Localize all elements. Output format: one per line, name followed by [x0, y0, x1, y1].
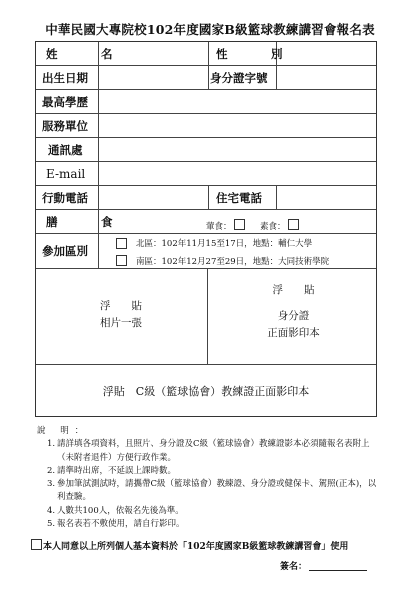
id-card-caption-copy: 正面影印本: [267, 327, 320, 339]
region-south-label: 南區：102年12月27至29日，地點：大同技術學院: [136, 257, 330, 267]
instruction-item: [37, 518, 382, 531]
name-label: 姓 名: [46, 47, 129, 61]
region-north-checkbox[interactable]: [116, 238, 127, 249]
mobile-label: 行動電話: [42, 191, 88, 205]
row-divider: [36, 364, 376, 365]
instruction-text: 人數共100人，依報名先後為準。: [57, 505, 184, 516]
photo-paste-caption: 相片一張: [100, 317, 142, 329]
instruction-number: 5.: [47, 519, 56, 530]
home-phone-label: 住宅電話: [216, 191, 262, 205]
education-label: 最高學歷: [42, 95, 88, 109]
form-title: 中華民國大專院校102年度國家B級籃球教練講習會報名表: [45, 22, 375, 37]
region-label: 參加區別: [42, 244, 88, 258]
instruction-item: [37, 505, 382, 518]
name-field[interactable]: [99, 42, 208, 65]
instruction-text: 參加筆試測試時，請攜帶C級（籃球協會）教練證、身分證或健保卡、駕照(正本)，以利查驗。: [57, 479, 377, 503]
instruction-number: 4.: [47, 505, 56, 516]
column-divider: [208, 185, 209, 209]
consent-checkbox[interactable]: [31, 539, 42, 550]
id-card-paste-area: [236, 282, 351, 342]
meal-meat-option: [206, 219, 245, 233]
instruction-number: 2.: [47, 465, 56, 476]
column-divider: [208, 42, 209, 89]
education-field[interactable]: [99, 90, 376, 113]
birth-date-field[interactable]: [99, 66, 208, 89]
email-field[interactable]: [99, 162, 376, 185]
birth-date-label: 出生日期: [42, 71, 88, 85]
instruction-item: [37, 465, 382, 478]
registration-form-table: [35, 41, 377, 417]
instruction-number: 3.: [47, 479, 56, 490]
instruction-item: [37, 438, 382, 465]
coach-license-paste-area: 浮貼 C級（籃球協會）教練證正面影印本: [102, 385, 310, 398]
row-divider: [36, 233, 376, 234]
address-field[interactable]: [99, 138, 376, 161]
employer-label: 服務單位: [42, 119, 88, 133]
id-card-caption: 身分證: [277, 310, 310, 322]
instructions-section: [37, 425, 382, 531]
signature-label: 簽名：: [280, 562, 308, 572]
meal-meat-label: 葷食：: [206, 222, 232, 232]
column-divider: [207, 268, 208, 364]
signature-line[interactable]: [309, 560, 367, 571]
consent-statement: [31, 539, 348, 552]
gender-field[interactable]: [277, 42, 376, 65]
photo-paste-text: 浮 貼: [100, 300, 142, 312]
meal-veg-label: 素食：: [260, 222, 286, 232]
instructions-heading: 說 明：: [37, 426, 90, 436]
meal-veg-checkbox[interactable]: [288, 219, 299, 230]
meal-meat-checkbox[interactable]: [234, 219, 245, 230]
region-north-label: 北區：102年11月15至17日，地點：輔仁大學: [136, 239, 313, 249]
meal-label: 膳 食: [46, 215, 129, 229]
instruction-text: 報名表若不敷使用，請自行影印。: [57, 519, 185, 530]
id-card-paste-text: 浮 貼: [272, 284, 315, 296]
row-divider: [36, 268, 376, 269]
meal-veg-option: [260, 219, 299, 233]
instruction-text: 請詳填各項資料，且照片、身分證及C級（籃球協會）教練證影本必須隨報名表附上（未附者退件）方便行政作業。: [57, 439, 370, 463]
address-label: 通訊處: [48, 143, 83, 157]
home-phone-field[interactable]: [277, 186, 376, 209]
consent-text: 本人同意以上所列個人基本資料於「102年度國家B級籃球教練講習會」使用: [43, 542, 349, 552]
gender-label: 性 別: [216, 47, 299, 61]
email-label: E-mail: [46, 167, 86, 181]
instruction-number: 1.: [47, 439, 56, 450]
instruction-item: [37, 478, 382, 505]
instruction-text: 請準時出席，不延誤上課時數。: [57, 465, 177, 476]
region-south-checkbox[interactable]: [116, 255, 127, 266]
mobile-field[interactable]: [99, 186, 208, 209]
id-number-field[interactable]: [277, 66, 376, 89]
id-number-label: 身分證字號: [210, 71, 268, 85]
signature-area: [280, 559, 367, 572]
employer-field[interactable]: [99, 114, 376, 137]
photo-paste-area: [76, 298, 166, 332]
row-divider: [36, 209, 376, 210]
